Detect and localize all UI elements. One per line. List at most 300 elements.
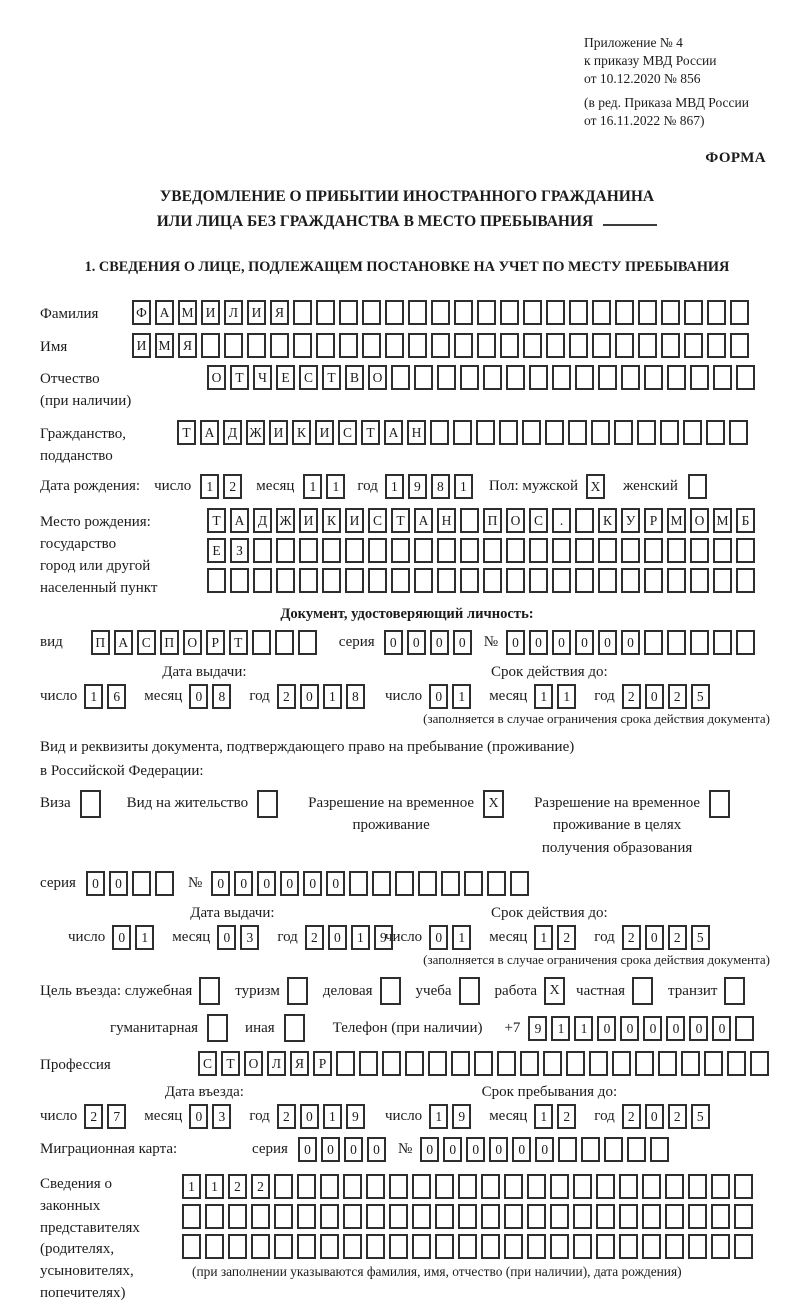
cell: 0 [443,1137,462,1162]
cell: О [244,1051,263,1076]
citizenship-label-line1: Гражданство, [40,425,127,442]
cell [437,568,456,593]
cell: 0 [321,1137,340,1162]
cell [598,568,617,593]
residence-doc-options [40,790,774,860]
cell [339,333,358,358]
cell [635,1051,654,1076]
doc-kind-cells [91,630,321,655]
cell: Р [313,1051,332,1076]
cell [736,568,755,593]
cell: П [91,630,110,655]
cell [688,1204,707,1229]
purpose-official-box [199,977,224,1005]
cell [257,790,278,818]
cell: 2 [228,1174,247,1199]
migration-number-cells [420,1137,673,1162]
cell [621,568,640,593]
cell [412,1234,431,1259]
cell [453,420,472,445]
purpose-study-box [459,977,484,1005]
cell: В [345,365,364,390]
birth-date-label: Дата рождения: [40,478,141,495]
cell [320,1204,339,1229]
cell: 1 [182,1174,201,1199]
cell [735,1016,754,1041]
cell [389,1234,408,1259]
entry-date-col [40,1084,385,1129]
edu-permit-label-line3: получения образования [541,839,693,856]
residence-permit-box [257,790,282,818]
cell [430,420,449,445]
cell [730,300,749,325]
cell [297,1204,316,1229]
cell [405,1051,424,1076]
cell: И [269,420,288,445]
cell [408,333,427,358]
migration-card-row [40,1137,774,1162]
cell [224,333,243,358]
cell [322,538,341,563]
edu-permit-label-line1: Разрешение на временное [534,794,701,811]
phone-prefix: +7 [504,1019,521,1036]
revision-line: (в ред. Приказа МВД России [584,95,749,111]
cell [287,977,308,1005]
cell: 1 [135,925,154,950]
cell [322,568,341,593]
temp-permit-label [308,790,474,837]
cell [581,1137,600,1162]
cell: 1 [200,474,219,499]
purpose-private-label: частная [576,982,626,999]
cell [270,333,289,358]
cell: 5 [691,1104,710,1129]
doc-issue-year [277,684,369,709]
representatives-label-line5: усыновителях, [40,1263,134,1280]
cell: А [200,420,219,445]
cell: Я [270,300,289,325]
cell [707,300,726,325]
entry-dates [40,1084,774,1129]
cell: 0 [453,630,472,655]
cell [711,1234,730,1259]
cell [650,1137,669,1162]
purpose-row [40,977,774,1005]
representatives-row3 [182,1234,757,1259]
cell [527,1204,546,1229]
cell [182,1204,201,1229]
cell [510,871,529,896]
cell [684,333,703,358]
cell [412,1204,431,1229]
birth-year-cells [385,474,477,499]
cell: 1 [323,1104,342,1129]
cell [681,1051,700,1076]
cell [366,1204,385,1229]
cell: 9 [408,474,427,499]
representatives-label-line3: представителях [40,1219,140,1236]
cell: А [384,420,403,445]
cell: 2 [557,1104,576,1129]
cell [658,1051,677,1076]
cell [706,420,725,445]
representatives-row2 [182,1204,757,1229]
cell [293,333,312,358]
cell: 0 [645,925,664,950]
cell: Т [229,630,248,655]
cell: 0 [430,630,449,655]
permit-valid-month [534,925,580,950]
form-title-line1: УВЕДОМЛЕНИЕ О ПРИБЫТИИ ИНОСТРАННОГО ГРАЖДАНИНА [159,188,655,206]
cell [481,1174,500,1199]
profession-label: Профессия [40,1057,111,1074]
cell [460,538,479,563]
cell [506,568,525,593]
cell [228,1234,247,1259]
stay-year [622,1104,714,1129]
representatives-label [40,1170,182,1305]
month-label: месяц [256,478,295,495]
cell [451,1051,470,1076]
cell [504,1234,523,1259]
permit-issue-year [305,925,397,950]
cell: И [315,420,334,445]
cell [414,568,433,593]
cell [661,333,680,358]
cell: З [230,538,249,563]
cell [349,871,368,896]
cell [437,365,456,390]
cell [275,630,294,655]
cell [284,1014,305,1042]
cell [252,630,271,655]
cell [704,1051,723,1076]
order-reference [584,34,774,130]
cell: 1 [557,684,576,709]
purpose-other-label: иная [245,1019,275,1036]
cell: 1 [574,1016,593,1041]
cell [253,538,272,563]
purpose-transit-box [724,977,749,1005]
title-underline [603,224,657,226]
cell [366,1174,385,1199]
given-name-row [40,333,774,359]
cell [546,333,565,358]
cell: 3 [212,1104,231,1129]
cell [418,871,437,896]
cell [638,333,657,358]
profession-row [40,1051,774,1077]
cell [529,538,548,563]
cell [460,508,479,533]
cell [460,568,479,593]
cell: 2 [84,1104,103,1129]
cell: И [201,300,220,325]
cell: 1 [385,474,404,499]
cell: И [299,508,318,533]
cell [711,1174,730,1199]
cell: 1 [452,684,471,709]
edu-permit-box [709,790,734,818]
purpose-work-label: работа [494,982,538,999]
form-title-line2-wrap [40,210,774,235]
citizenship-row [40,420,774,468]
migration-card-label: Миграционная карта: [40,1141,178,1158]
cell: 0 [303,871,322,896]
cell: 0 [326,871,345,896]
cell [520,1051,539,1076]
cell: X [544,977,565,1005]
cell [523,333,542,358]
cell [667,538,686,563]
year-label: год [594,688,615,705]
cell [734,1174,753,1199]
form-title [40,185,774,235]
cell [336,1051,355,1076]
cell: 0 [645,684,664,709]
cell [205,1204,224,1229]
cell [522,420,541,445]
cell [665,1174,684,1199]
form-body [40,300,774,1305]
cell [274,1234,293,1259]
cell: Д [223,420,242,445]
revision-date-line: от 16.11.2022 № 867) [584,113,705,129]
cell [688,1234,707,1259]
cell [596,1234,615,1259]
cell [529,365,548,390]
cell [612,1051,631,1076]
cell [316,333,335,358]
cell: 1 [454,474,473,499]
cell [711,1204,730,1229]
cell [320,1174,339,1199]
permit-issue-day [112,925,158,950]
cell [667,365,686,390]
cell [575,508,594,533]
cell [619,1234,638,1259]
permit-series-row [40,871,774,896]
cell [201,333,220,358]
cell [644,630,663,655]
cell: Ч [253,365,272,390]
cell [592,300,611,325]
month-label: месяц [489,1108,528,1125]
doc-issue-line [40,684,369,709]
doc-valid-year [622,684,714,709]
temp-permit-option [308,790,508,837]
cell [500,300,519,325]
cell: О [207,365,226,390]
cell: 2 [251,1174,270,1199]
cell [372,871,391,896]
cell [481,1234,500,1259]
cell [707,333,726,358]
cell [428,1051,447,1076]
cell: С [338,420,357,445]
cell: 0 [466,1137,485,1162]
cell [458,1204,477,1229]
birth-place-row1 [207,508,759,533]
cell [483,538,502,563]
cell [205,1234,224,1259]
cell [688,1174,707,1199]
cell: М [713,508,732,533]
stay-until-line [385,1104,714,1129]
cell: 1 [326,474,345,499]
cell [543,1051,562,1076]
permit-valid-day [429,925,475,950]
cell [380,977,401,1005]
cell [665,1204,684,1229]
cell [368,538,387,563]
cell: 1 [351,925,370,950]
birth-place-row2 [207,538,759,563]
cell [391,568,410,593]
cell: К [292,420,311,445]
permit-issue-line [68,925,397,950]
cell [573,1204,592,1229]
cell: 0 [328,925,347,950]
cell [644,538,663,563]
doc-series-cells [384,630,476,655]
cell [441,871,460,896]
cell [481,1204,500,1229]
given-name-cells [132,333,753,358]
year-label: год [594,929,615,946]
cell: Т [207,508,226,533]
cell [638,300,657,325]
cell [523,300,542,325]
cell [207,568,226,593]
cell: 1 [303,474,322,499]
section1-heading: 1. СВЕДЕНИЯ О ЛИЦЕ, ПОДЛЕЖАЩЕМ ПОСТАНОВКЕ НА УЧЕТ ПО МЕСТУ ПРЕБЫВАНИЯ [84,258,730,275]
cell: Р [644,508,663,533]
cell: 0 [529,630,548,655]
cell [460,365,479,390]
cell [550,1234,569,1259]
cell: Т [221,1051,240,1076]
cell: 1 [534,1104,553,1129]
cell: 0 [597,1016,616,1041]
cell [527,1174,546,1199]
cell [385,300,404,325]
cell [621,365,640,390]
cell: 9 [528,1016,547,1041]
cell: Ф [132,300,151,325]
cell [713,630,732,655]
cell [596,1174,615,1199]
cell: 1 [323,684,342,709]
cell [487,871,506,896]
day-label: число [384,688,423,705]
cell [431,300,450,325]
cell [569,333,588,358]
cell [569,300,588,325]
cell [713,365,732,390]
cell: 0 [257,871,276,896]
doc-issue-month [189,684,235,709]
migration-series-label: серия [252,1141,288,1158]
month-label: месяц [144,1108,183,1125]
forma-label: ФОРМА [705,150,766,167]
purpose-tourism-label: туризм [235,982,280,999]
birth-date-row [40,474,774,499]
cell [550,1174,569,1199]
cell [362,300,381,325]
cell [389,1204,408,1229]
cell [504,1174,523,1199]
birth-place-label-line2: государство [40,536,117,553]
doc-valid-col [385,664,774,709]
cell: О [690,508,709,533]
cell: 0 [367,1137,386,1162]
cell [690,630,709,655]
cell [274,1204,293,1229]
cell [637,420,656,445]
cell [729,420,748,445]
cell [389,1174,408,1199]
permit-dates [40,905,774,950]
entry-date-title: Дата въезда: [164,1084,244,1101]
cell [724,977,745,1005]
patronymic-label [40,365,207,413]
cell: 2 [622,684,641,709]
residence-doc-intro-line1: Вид и реквизиты документа, подтверждающего право на пребывание (проживание) [40,739,575,756]
cell: 1 [205,1174,224,1199]
birth-place-row3 [207,568,759,593]
cell [550,1204,569,1229]
cell: К [598,508,617,533]
cell [132,871,151,896]
birth-place-label [40,508,207,599]
cell [385,333,404,358]
cell: С [198,1051,217,1076]
cell [251,1234,270,1259]
cell: 0 [189,1104,208,1129]
cell: 0 [598,630,617,655]
cell: Д [253,508,272,533]
citizenship-cells [177,420,752,445]
cell [504,1204,523,1229]
phone-cells [528,1016,758,1041]
surname-cells [132,300,753,325]
permit-limit-note: (заполняется в случае ограничения срока действия документа) [423,952,770,968]
day-label: число [384,929,423,946]
cell [366,1234,385,1259]
stay-month [534,1104,580,1129]
cell: А [230,508,249,533]
cell [575,568,594,593]
profession-cells [198,1051,773,1076]
cell: X [483,790,504,818]
purpose-official-label: Цель въезда: служебная [40,982,193,999]
cell [690,538,709,563]
cell: К [322,508,341,533]
surname-label: Фамилия [40,305,99,322]
cell: 8 [346,684,365,709]
cell [483,568,502,593]
cell [642,1174,661,1199]
cell: М [155,333,174,358]
representatives-row [40,1170,774,1305]
doc-kind-label: вид [40,634,63,651]
cell [182,1234,201,1259]
cell: 0 [575,630,594,655]
cell [408,300,427,325]
year-label: год [249,1108,270,1125]
cell: У [621,508,640,533]
